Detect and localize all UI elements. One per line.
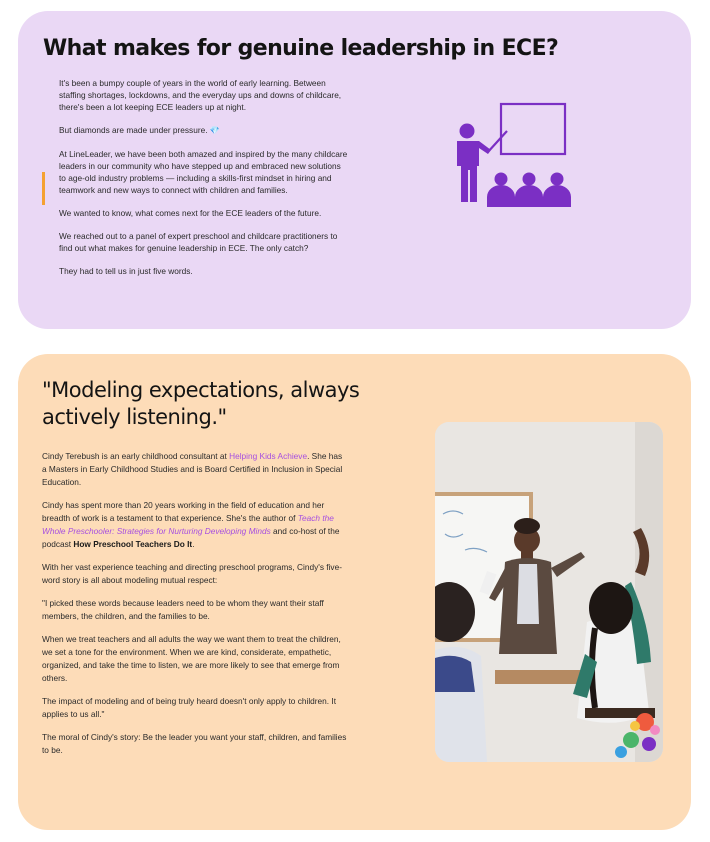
book-link[interactable]: Teach the Whole Preschooler: Strategies for Nurturing Developing Minds (42, 513, 334, 536)
intro-text-column (59, 77, 349, 288)
bio-text: Cindy Terebush is an early childhood consultant at (42, 451, 230, 461)
bio-paragraph (42, 450, 347, 489)
bio-text: . She has a Masters in Early Childhood Studies and is Board Certified in Inclusion in Special Education. (42, 451, 343, 487)
quote-card (18, 354, 691, 830)
moral-paragraph: The moral of Cindy's story: Be the leader you want your staff, children, and families to be. (42, 732, 347, 755)
quote-paragraph: When we treat teachers and all adults the way we want them to treat the children, we set a tone for the environment. When we are kind, considerate, empathetic, organized, and take the time to listen, we are more likely to see that emerge from others. (42, 634, 341, 683)
bio-paragraph (42, 499, 347, 551)
quote-title: "Modeling expectations, always actively listening." (42, 378, 360, 429)
quote-paragraph: The impact of modeling and of being truly heard doesn't only apply to children. It applies to us all." (42, 696, 336, 719)
diamond-icon: 💎 (209, 126, 220, 135)
intro-title: What makes for genuine leadership in ECE? (43, 36, 559, 61)
intro-paragraph: It's been a bumpy couple of years in the world of early learning. Between staffing shortages, lockdowns, and the everyday ups and downs of childcare, there's been a lot keeping ECE leaders up at night. (59, 78, 342, 112)
intro-paragraph: We wanted to know, what comes next for the ECE leaders of the future. (59, 208, 322, 218)
bio-text: . (192, 539, 195, 549)
intro-card (18, 11, 691, 329)
intro-paragraph: At LineLeader, we have been both amazed and inspired by the many childcare leaders in our community who have stepped up and embraced new solutions to age-old industry problems — including a skills-first mindset in hiring and teamwork and new ways to connect with children and families. (59, 149, 348, 195)
classroom-teacher-photo (435, 422, 663, 762)
accent-bar (42, 172, 45, 205)
intro-paragraph (59, 124, 349, 137)
bio-text: Cindy has spent more than 20 years working in the field of education and her breadth of work is a testament to that experience. She's the author of (42, 500, 325, 523)
quote-paragraph: "I picked these words because leaders need to be whom they want their staff members, the children, and the families to be. (42, 598, 324, 621)
intro-paragraph-text: But diamonds are made under pressure. (59, 125, 208, 135)
story-paragraph: With her vast experience teaching and directing preschool programs, Cindy's five-word story is all about modeling mutual respect: (42, 562, 342, 585)
bio-text-column (42, 450, 347, 767)
helping-kids-achieve-link[interactable]: Helping Kids Achieve (229, 451, 308, 461)
podcast-name: How Preschool Teachers Do It (73, 539, 193, 549)
bio-text: and co-host of the podcast (42, 526, 340, 549)
intro-paragraph: They had to tell us in just five words. (59, 266, 193, 276)
teacher-whiteboard-icon (453, 101, 581, 211)
intro-paragraph: We reached out to a panel of expert preschool and childcare practitioners to find out what makes for genuine leadership in ECE. The only catch? (59, 231, 338, 253)
